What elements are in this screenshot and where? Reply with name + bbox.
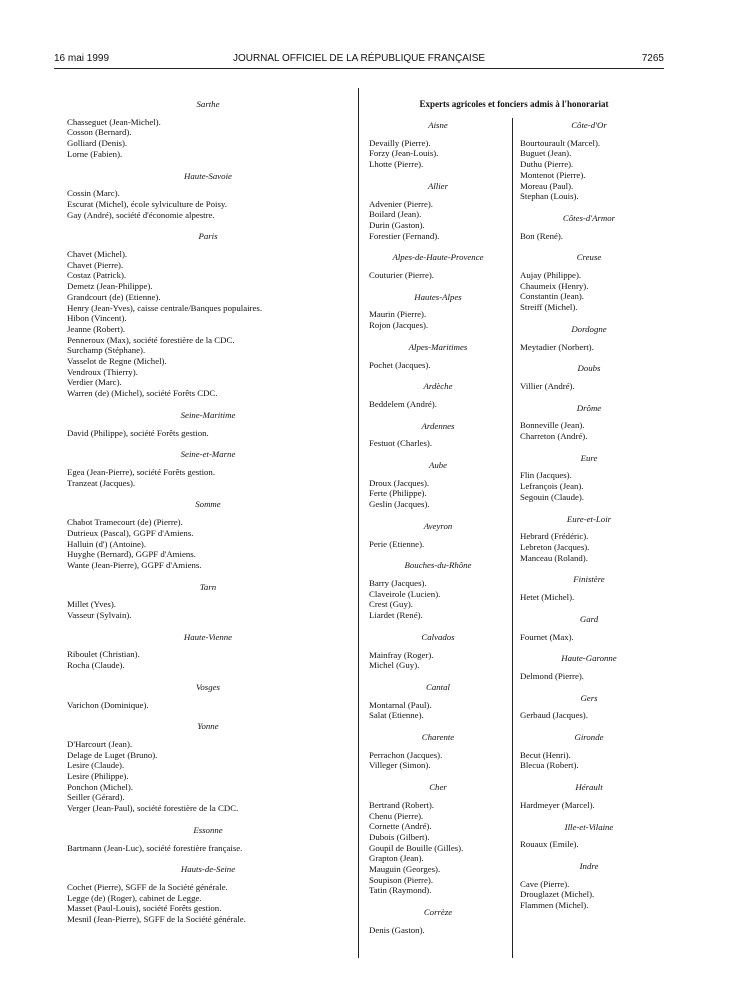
expert-entry: Masset (Paul-Louis), société Forêts gestion. [67, 903, 222, 914]
issue-date: 16 mai 1999 [54, 53, 110, 64]
expert-entry: Cornette (André). [369, 821, 432, 832]
department-heading: Eure [580, 452, 598, 463]
expert-entry: Bartmann (Jean-Luc), société forestière française. [67, 842, 243, 853]
department-heading: Hauts-de-Seine [180, 864, 236, 875]
expert-entry: Costaz (Patrick). [67, 270, 127, 281]
department-heading: Gers [580, 692, 598, 703]
expert-entry: Constantin (Jean). [520, 291, 585, 302]
expert-entry: Villeger (Simon). [369, 760, 431, 771]
department-heading: Tarn [199, 581, 217, 592]
expert-entry: Geslin (Jacques). [369, 499, 430, 510]
expert-entry: Beddelem (André). [369, 398, 437, 409]
department-heading: Cher [429, 782, 447, 793]
expert-entry: Lesire (Claude). [67, 760, 125, 771]
department-heading: Vosges [196, 681, 220, 692]
expert-entry: Bertrand (Robert). [369, 799, 434, 810]
journal-title: JOURNAL OFFICIEL DE LA RÉPUBLIQUE FRANÇAISE [232, 53, 486, 64]
department-heading: Gard [579, 613, 599, 624]
expert-entry: Perie (Etienne). [369, 538, 425, 549]
expert-entry: Hardmeyer (Marcel). [520, 799, 595, 810]
expert-entry: Cave (Pierre). [520, 878, 570, 889]
department-heading: Hérault [575, 782, 603, 793]
department-heading: Seine-Maritime [180, 409, 236, 420]
expert-entry: Egea (Jean-Pierre), société Forêts gestion. [67, 466, 216, 477]
expert-entry: Perrachon (Jacques). [369, 749, 443, 760]
department-heading: Seine-et-Marne [180, 449, 236, 460]
expert-entry: Seiller (Gérard). [67, 792, 125, 803]
expert-entry: Grapton (Jean). [369, 853, 424, 864]
expert-entry: Surchamp (Stéphane). [67, 345, 146, 356]
department-heading: Eure-et-Loir [566, 513, 612, 524]
expert-entry: Devailly (Pierre). [369, 137, 431, 148]
department-heading: Aube [428, 460, 448, 471]
expert-entry: Hibon (Vincent). [67, 313, 127, 324]
expert-entry: Droux (Jacques). [369, 477, 430, 488]
expert-entry: Blecua (Robert). [520, 760, 579, 771]
header-rule [54, 68, 664, 69]
expert-entry: Boilard (Jean). [369, 209, 422, 220]
expert-entry: Henry (Jean-Yves), caisse centrale/Banques populaires. [67, 302, 263, 313]
expert-entry: Verdier (Marc). [67, 377, 122, 388]
department-heading: Bouches-du-Rhône [404, 560, 472, 571]
sub-column-divider [512, 118, 513, 958]
expert-entry: Varichon (Dominique). [67, 699, 149, 710]
department-heading: Ardèche [423, 381, 453, 392]
expert-entry: Escurat (Michel), école sylviculture de Poisy. [67, 198, 227, 209]
expert-entry: Lefrançois (Jean). [520, 481, 584, 492]
department-heading: Ille-et-Vilaine [564, 821, 614, 832]
department-heading: Côtes-d'Armor [562, 212, 616, 223]
expert-entry: Penneroux (Max), société forestière de la CDC. [67, 334, 235, 345]
expert-entry: Buguet (Jean). [520, 148, 572, 159]
expert-entry: Flammen (Michel). [520, 900, 589, 911]
department-heading: Gironde [574, 732, 604, 743]
expert-entry: Halluin (d') (Antoine). [67, 538, 147, 549]
expert-entry: Chenu (Pierre). [369, 810, 424, 821]
expert-entry: Gerbaud (Jacques). [520, 710, 588, 721]
department-heading: Aveyron [423, 520, 453, 531]
expert-entry: Ponchon (Michel). [67, 781, 133, 792]
expert-entry: Fournet (Max). [520, 631, 574, 642]
department-heading: Drôme [576, 402, 602, 413]
expert-entry: Chaumeix (Henry). [520, 280, 589, 291]
expert-entry: Delage de Luget (Bruno). [67, 749, 158, 760]
department-heading: Hautes-Alpes [414, 291, 462, 302]
expert-entry: Chavet (Pierre). [67, 259, 124, 270]
expert-entry: Manceau (Roland). [520, 552, 588, 563]
expert-entry: Rouaux (Emile). [520, 839, 579, 850]
department-heading: Haute-Garonne [561, 653, 617, 664]
expert-entry: Huyghe (Bernard), GGPF d'Amiens. [67, 549, 196, 560]
expert-entry: Tranzeat (Jacques). [67, 477, 136, 488]
expert-entry: Mauguin (Georges). [369, 864, 441, 875]
expert-entry: Vendroux (Thierry). [67, 366, 138, 377]
expert-entry: David (Philippe), société Forêts gestion. [67, 427, 209, 438]
expert-entry: Golliard (Denis). [67, 138, 128, 149]
expert-entry: Forzy (Jean-Louis). [369, 148, 439, 159]
expert-entry: Bonneville (Jean). [520, 420, 585, 431]
expert-entry: Cochet (Pierre), SGFF de la Société générale. [67, 881, 228, 892]
expert-entry: Pochet (Jacques). [369, 359, 431, 370]
department-heading: Alpes-de-Haute-Provence [392, 252, 484, 263]
expert-entry: Ferte (Philippe). [369, 488, 427, 499]
department-heading: Côte-d'Or [571, 120, 607, 130]
expert-entry: Festuot (Charles). [369, 438, 433, 449]
expert-entry: Couturier (Pierre). [369, 270, 434, 281]
expert-entry: Lebreton (Jacques). [520, 541, 590, 552]
department-heading: Somme [195, 499, 221, 510]
expert-entry: Denis (Gaston). [369, 924, 425, 935]
column-divider [358, 88, 359, 958]
expert-entry: Flin (Jacques). [520, 470, 572, 481]
department-heading: Haute-Savoie [184, 170, 232, 181]
middle-column [369, 120, 507, 936]
expert-entry: Lesire (Philippe). [67, 771, 129, 782]
expert-entry: Charreton (André). [520, 431, 588, 442]
expert-entry: Delmond (Pierre). [520, 670, 585, 681]
department-heading: Calvados [421, 631, 455, 642]
expert-entry: Montarnal (Paul). [369, 699, 432, 710]
expert-entry: Wante (Jean-Pierre), GGPF d'Amiens. [67, 559, 202, 570]
expert-entry: Hetet (Michel). [520, 592, 575, 603]
department-heading: Corrèze [423, 907, 453, 918]
expert-entry: Mainfray (Roger). [369, 649, 434, 660]
expert-entry: Moreau (Paul). [520, 180, 574, 191]
expert-entry: Duthu (Pierre). [520, 159, 574, 170]
expert-entry: Lhotte (Pierre). [369, 159, 424, 170]
expert-entry: Rocha (Claude). [67, 660, 125, 671]
expert-entry: Streiff (Michel). [520, 302, 578, 313]
page-header [54, 53, 664, 67]
department-heading: Alpes-Maritimes [408, 341, 468, 352]
department-heading: Ardennes [421, 420, 455, 431]
department-heading: Allier [427, 180, 449, 191]
expert-entry: Dutrieux (Pascal), GGPF d'Amiens. [67, 527, 194, 538]
page-number: 7265 [641, 53, 664, 64]
expert-entry: Aujay (Philippe). [520, 270, 582, 281]
expert-entry: Barry (Jacques). [369, 577, 427, 588]
department-heading: Finistère [573, 574, 605, 585]
expert-entry: D'Harcourt (Jean). [67, 738, 133, 749]
expert-entry: Bourtourault (Marcel). [520, 137, 601, 148]
expert-entry: Claveirole (Lucien). [369, 588, 441, 599]
expert-entry: Michel (Guy). [369, 660, 420, 671]
expert-entry: Maurin (Pierre). [369, 309, 427, 320]
expert-entry: Rojon (Jacques). [369, 320, 429, 331]
department-heading: Yonne [197, 721, 219, 732]
expert-entry: Mesnil (Jean-Pierre), SGFF de la Société générale. [67, 914, 246, 925]
expert-entry: Bon (René). [520, 230, 563, 241]
department-heading: Creuse [576, 252, 602, 263]
expert-entry: Drouglazet (Michel). [520, 889, 595, 900]
expert-entry: Legge (de) (Roger), cabinet de Legge. [67, 892, 202, 903]
expert-entry: Gay (André), société d'économie alpestre. [67, 209, 215, 220]
expert-entry: Meytadier (Norbert). [520, 341, 594, 352]
expert-entry: Dubois (Gilbert). [369, 831, 430, 842]
expert-entry: Riboulet (Christian). [67, 649, 140, 660]
expert-entry: Cossin (Marc). [67, 188, 120, 199]
expert-entry: Warren (de) (Michel), société Forêts CDC. [67, 388, 218, 399]
department-heading: Haute-Vienne [183, 631, 233, 642]
expert-entry: Forestier (Fernand). [369, 230, 440, 241]
expert-entry: Chavet (Michel). [67, 249, 128, 260]
expert-entry: Soupison (Pierre). [369, 874, 434, 885]
expert-entry: Vasselot de Regne (Michel). [67, 356, 167, 367]
expert-entry: Jeanne (Robert). [67, 323, 126, 334]
expert-entry: Segouin (Claude). [520, 491, 585, 502]
expert-entry: Tatin (Raymond). [369, 885, 432, 896]
expert-entry: Montenot (Pierre). [520, 169, 586, 180]
department-heading: Indre [579, 860, 599, 871]
department-heading: Sarthe [196, 99, 220, 109]
department-heading: Dordogne [571, 323, 607, 334]
expert-entry: Becut (Henri). [520, 749, 571, 760]
expert-entry: Hebrard (Frédéric). [520, 531, 589, 542]
expert-entry: Verger (Jean-Paul), société forestière de la CDC. [67, 803, 239, 814]
expert-entry: Vasseur (Sylvain). [67, 610, 132, 621]
department-heading: Aisne [428, 120, 448, 130]
right-column [520, 120, 658, 911]
expert-entry: Lorne (Fabien). [67, 148, 123, 159]
expert-entry: Crest (Guy). [369, 599, 413, 610]
expert-entry: Chabot Tramecourt (de) (Pierre). [67, 517, 183, 528]
expert-entry: Demetz (Jean-Philippe). [67, 281, 153, 292]
expert-entry: Grandcourt (de) (Etienne). [67, 291, 161, 302]
department-heading: Cantal [426, 681, 450, 692]
expert-entry: Goupil de Bouille (Gilles). [369, 842, 464, 853]
section-title: Experts agricoles et fonciers admis à l'honorariat [419, 99, 609, 109]
expert-entry: Advenier (Pierre). [369, 198, 433, 209]
left-column [67, 99, 349, 925]
expert-entry: Cosson (Bernard). [67, 127, 132, 138]
department-heading: Charente [421, 732, 455, 743]
expert-entry: Liardet (René). [369, 610, 423, 621]
department-heading: Doubs [577, 363, 601, 374]
expert-entry: Villier (André). [520, 380, 575, 391]
expert-entry: Chasseguet (Jean-Michel). [67, 116, 161, 127]
department-heading: Paris [198, 231, 218, 242]
expert-entry: Millet (Yves). [67, 599, 116, 610]
expert-entry: Stephan (Louis). [520, 191, 579, 202]
expert-entry: Durin (Gaston). [369, 219, 425, 230]
expert-entry: Salat (Etienne). [369, 710, 424, 721]
department-heading: Essonne [193, 824, 223, 835]
